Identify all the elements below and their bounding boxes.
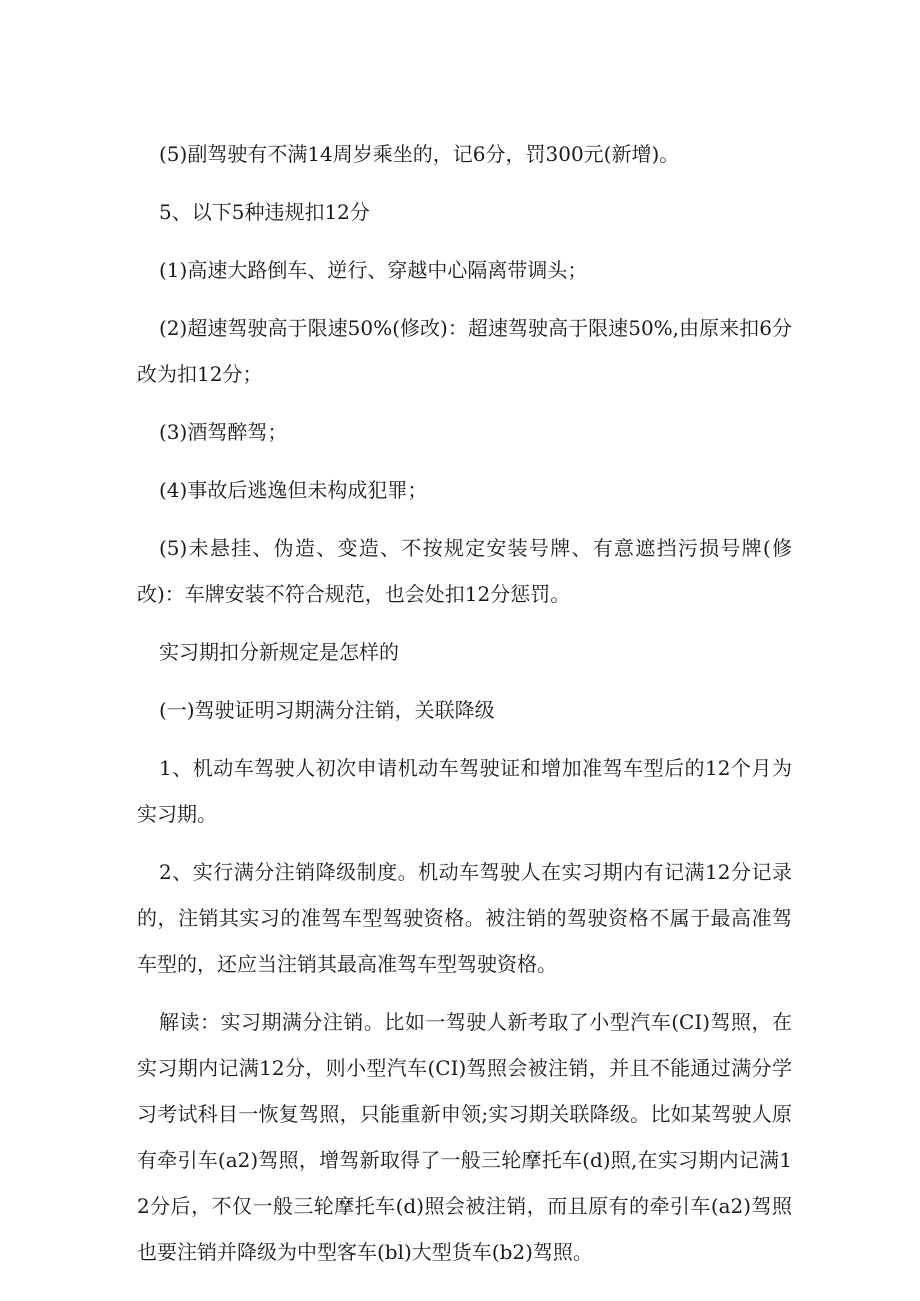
paragraph-passenger-rule: (5)副驾驶有不满14周岁乘坐的，记6分，罚300元(新增)。 (159, 142, 680, 166)
paragraph-license-plate-rule: (5)未悬挂、伪造、变造、不按规定安装号牌、有意遮挡污损号牌(修改)：车牌安装不符合规范，也会处扣12分惩罚。 (137, 536, 792, 606)
paragraph-speeding-rule: (2)超速驾驶高于限速50%(修改)：超速驾驶高于限速50%,由原来扣6分改为扣12分； (137, 316, 792, 386)
paragraph-twelve-point-heading: 5、以下5种违规扣12分 (159, 200, 370, 224)
document-body (137, 131, 792, 1287)
paragraph-interpretation: 解读：实习期满分注销。比如一驾驶人新考取了小型汽车(CI)驾照，在实习期内记满12分，则小型汽车(CI)驾照会被注销，并且不能通过满分学习考试科目一恢复驾照，只能重新申领;实习期关联降级。比如某驾驶人原有牵引车(a2)驾照，增驾新取得了一般三轮摩托车(d)照,在实习期内记满12分后，不仅一般三轮摩托车(d)照会被注销，而且原有的牵引车(a2)驾照也要注销并降级为中型客车(bl)大型货车(b2)驾照。 (137, 1010, 792, 1264)
paragraph-drunk-driving-rule: (3)酒驾醉驾； (159, 420, 288, 444)
paragraph-probation-subheading: (一)驾驶证明习期满分注销，关联降级 (159, 698, 495, 722)
paragraph-probation-period: 1、机动车驾驶人初次申请机动车驾驶证和增加准驾车型后的12个月为实习期。 (137, 756, 792, 826)
paragraph-cancellation-system: 2、实行满分注销降级制度。机动车驾驶人在实习期内有记满12分记录的，注销其实习的准驾车型驾驶资格。被注销的驾驶资格不属于最高准驾车型的，还应当注销其最高准驾车型驾驶资格。 (137, 860, 792, 976)
paragraph-highway-rule: (1)高速大路倒车、逆行、穿越中心隔离带调头； (159, 258, 588, 282)
paragraph-probation-heading: 实习期扣分新规定是怎样的 (159, 640, 399, 664)
paragraph-hit-and-run-rule: (4)事故后逃逸但未构成犯罪； (159, 478, 428, 502)
